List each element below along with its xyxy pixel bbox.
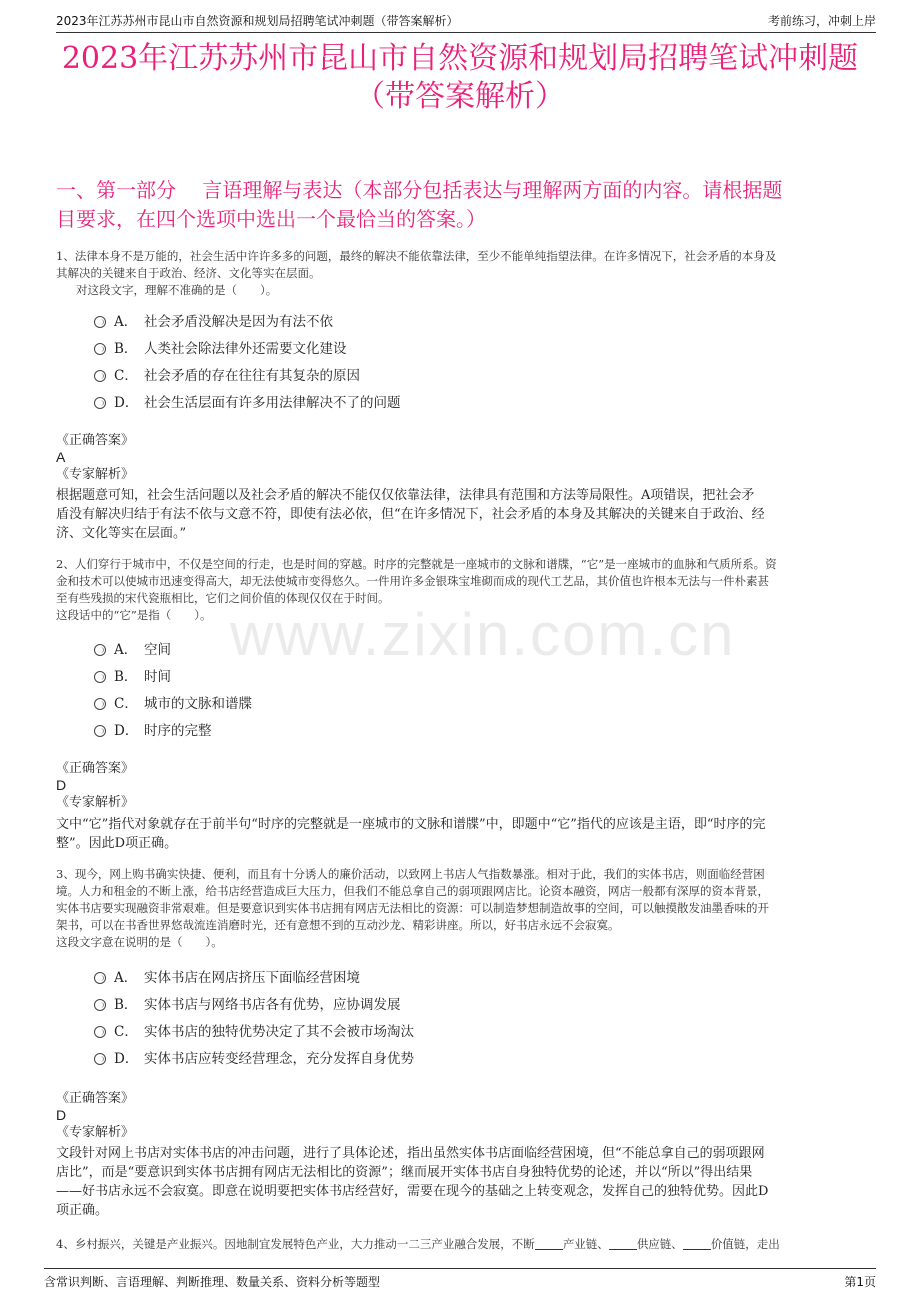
stem-line: 3、现今，网上购书确实快捷、便利，而且有十分诱人的廉价活动，以致网上书店人气指数暴涨。相对于此，我们的实体书店，则面临经营困 xyxy=(56,867,765,881)
option-letter: C． xyxy=(114,1024,138,1040)
option-text: 社会矛盾的存在往往有其复杂的原因 xyxy=(144,368,360,384)
answer-value: D xyxy=(56,1107,67,1123)
header-doc-title: 2023年江苏苏州市昆山市自然资源和规划局招聘笔试冲刺题（带答案解析） xyxy=(56,14,459,28)
page-header xyxy=(56,10,876,33)
analysis-line: 文中“它”指代对象就存在于前半句“时序的完整就是一座城市的文脉和谱牒”中，即题中“它”指代的应该是主语，即“时序的完 xyxy=(56,817,766,832)
radio-icon[interactable] xyxy=(94,671,106,683)
analysis-line: 济、文化等实在层面。” xyxy=(56,526,187,541)
q2-analysis xyxy=(56,815,864,853)
answer-label: 《正确答案》 xyxy=(56,1091,135,1106)
option-letter: C． xyxy=(114,696,138,712)
option-letter: C． xyxy=(114,368,138,384)
radio-icon[interactable] xyxy=(94,370,106,382)
question-2-stem xyxy=(56,556,864,624)
q3-option-b[interactable] xyxy=(94,993,401,1013)
fill-blank xyxy=(535,1237,563,1250)
question-prompt: 这段话中的“它”是指（ ）。 xyxy=(56,608,212,622)
option-text: 时间 xyxy=(144,669,171,685)
q2-option-b[interactable] xyxy=(94,665,171,685)
q3-analysis xyxy=(56,1144,864,1220)
page-footer xyxy=(44,1268,876,1289)
answer-value: D xyxy=(56,777,67,793)
analysis-label: 《专家解析》 xyxy=(56,795,135,810)
radio-icon[interactable] xyxy=(94,1026,106,1038)
question-1-stem xyxy=(56,248,864,299)
option-text: 社会矛盾没解决是因为有法不依 xyxy=(144,314,333,330)
option-text: 实体书店的独特优势决定了其不会被市场淘汰 xyxy=(144,1024,414,1040)
option-text: 社会生活层面有许多用法律解决不了的问题 xyxy=(144,395,401,411)
option-text: 实体书店应转变经营理念，充分发挥自身优势 xyxy=(144,1051,414,1067)
q3-option-c[interactable] xyxy=(94,1020,414,1040)
title-line-2: （带答案解析） xyxy=(355,79,565,114)
option-letter: B． xyxy=(114,669,138,685)
radio-icon[interactable] xyxy=(94,725,106,737)
stem-line: 2、人们穿行于城市中，不仅是空间的行走，也是时间的穿越。时序的完整就是一座城市的文脉和谱牒，“它”是一座城市的血脉和气质所系。资 xyxy=(56,557,777,571)
option-letter: B． xyxy=(114,997,138,1013)
stem-line: 至有些残损的宋代瓷瓶相比，它们之间价值的体现仅仅在于时间。 xyxy=(56,591,390,605)
stem-line: 境。人力和租金的不断上涨，给书店经营造成巨大压力，但我们不能总拿自己的弱项跟网店比。论资本融资，网店一般都有深厚的资本背景， xyxy=(56,884,769,898)
fill-blank xyxy=(609,1237,637,1250)
answer-label: 《正确答案》 xyxy=(56,433,135,448)
analysis-label: 《专家解析》 xyxy=(56,1125,135,1140)
question-4-stem xyxy=(56,1236,864,1253)
option-letter: D． xyxy=(114,1051,139,1067)
analysis-line: 盾没有解决归结于有法不依与文意不符，即使有法必依，但“在许多情况下，社会矛盾的本身及其解决的关键来自于政治、经 xyxy=(56,507,765,522)
stem-text: 价值链，走出 xyxy=(710,1237,780,1251)
q1-analysis xyxy=(56,486,864,543)
answer-label: 《正确答案》 xyxy=(56,761,135,776)
stem-line: 架书，可以在书香世界悠哉流连消磨时光，还有意想不到的互动沙龙、精彩讲座。所以，好书店永远不会寂寞。 xyxy=(56,918,620,932)
q3-answer-block xyxy=(56,1090,864,1141)
document-title xyxy=(0,40,920,116)
q1-option-d[interactable] xyxy=(94,391,401,411)
stem-text: 4、乡村振兴，关键是产业振兴。因地制宜发展特色产业，大力推动一二三产业融合发展，不断 xyxy=(56,1237,535,1251)
option-text: 时序的完整 xyxy=(144,723,212,739)
section-heading-line-2: 目要求，在四个选项中选出一个最恰当的答案。） xyxy=(56,207,486,231)
question-prompt: 对这段文字，理解不准确的是（ ）。 xyxy=(76,283,278,297)
radio-icon[interactable] xyxy=(94,397,106,409)
option-letter: A． xyxy=(114,642,138,658)
stem-line: 实体书店要实现融资非常艰难。但是要意识到实体书店拥有网店无法相比的资源：可以制造梦想制造故事的空间，可以触摸散发油墨香味的开 xyxy=(56,901,769,915)
analysis-label: 《专家解析》 xyxy=(56,467,135,482)
q1-option-b[interactable] xyxy=(94,337,347,357)
stem-text: 产业链、 xyxy=(562,1237,609,1251)
option-letter: B． xyxy=(114,341,138,357)
q1-answer-block xyxy=(56,432,864,483)
option-letter: A． xyxy=(114,970,138,986)
option-text: 实体书店在网店挤压下面临经营困境 xyxy=(144,970,360,986)
radio-icon[interactable] xyxy=(94,698,106,710)
q3-option-d[interactable] xyxy=(94,1047,414,1067)
header-slogan: 考前练习，冲刺上岸 xyxy=(767,14,876,28)
option-text: 空间 xyxy=(144,642,171,658)
radio-icon[interactable] xyxy=(94,343,106,355)
section-heading xyxy=(56,176,860,234)
fill-blank xyxy=(683,1237,711,1250)
option-letter: A． xyxy=(114,314,138,330)
page-number: 第1页 xyxy=(844,1275,876,1289)
option-text: 实体书店与网络书店各有优势，应协调发展 xyxy=(144,997,401,1013)
option-letter: D． xyxy=(114,395,139,411)
radio-icon[interactable] xyxy=(94,644,106,656)
option-text: 人类社会除法律外还需要文化建设 xyxy=(144,341,347,357)
title-line-1: 2023年江苏苏州市昆山市自然资源和规划局招聘笔试冲刺题 xyxy=(61,41,859,76)
section-heading-line-1: 一、第一部分 言语理解与表达（本部分包括表达与理解两方面的内容。请根据题 xyxy=(56,178,783,202)
stem-line: 金和技术可以使城市迅速变得高大，却无法使城市变得悠久。一件用许多金银珠宝堆砌而成的现代工艺品，其价值也许根本无法与一件朴素甚 xyxy=(56,574,769,588)
analysis-line: 根据题意可知，社会生活问题以及社会矛盾的解决不能仅仅依靠法律，法律具有范围和方法等局限性。A项错误，把社会矛 xyxy=(56,488,755,503)
analysis-line: 文段针对网上书店对实体书店的冲击问题，进行了具体论述，指出虽然实体书店面临经营困境，但“不能总拿自己的弱项跟网 xyxy=(56,1146,765,1161)
analysis-line: 店比”，而是“要意识到实体书店拥有网店无法相比的资源”；继而展开实体书店自身独特优势的论述，并以“所以”得出结果 xyxy=(56,1165,753,1180)
q2-option-c[interactable] xyxy=(94,692,252,712)
radio-icon[interactable] xyxy=(94,972,106,984)
radio-icon[interactable] xyxy=(94,999,106,1011)
q3-option-a[interactable] xyxy=(94,966,360,986)
option-text: 城市的文脉和谱牒 xyxy=(144,696,252,712)
q2-answer-block xyxy=(56,760,864,811)
stem-line: 其解决的关键来自于政治、经济、文化等实在层面。 xyxy=(56,266,321,280)
q2-option-d[interactable] xyxy=(94,719,212,739)
q1-option-a[interactable] xyxy=(94,310,333,330)
answer-value: A xyxy=(56,449,66,465)
q2-option-a[interactable] xyxy=(94,638,171,658)
footer-description: 含常识判断、言语理解、判断推理、数量关系、资料分析等题型 xyxy=(44,1275,381,1289)
option-letter: D． xyxy=(114,723,139,739)
question-3-stem xyxy=(56,866,864,951)
analysis-line: 整”。因此D项正确。 xyxy=(56,836,178,851)
q1-option-c[interactable] xyxy=(94,364,360,384)
stem-line: 1、法律本身不是万能的，社会生活中许许多多的问题，最终的解决不能依靠法律，至少不能单纯指望法律。在许多情况下，社会矛盾的本身及 xyxy=(56,249,777,263)
analysis-line: 项正确。 xyxy=(56,1203,109,1218)
radio-icon[interactable] xyxy=(94,316,106,328)
question-prompt: 这段文字意在说明的是（ ）。 xyxy=(56,935,223,949)
radio-icon[interactable] xyxy=(94,1053,106,1065)
analysis-line: ——好书店永远不会寂寞。即意在说明要把实体书店经营好，需要在现今的基础之上转变观念，发挥自己的独特优势。因此D xyxy=(56,1184,769,1199)
stem-text: 供应链、 xyxy=(636,1237,683,1251)
watermark: www.zixin.com.cn xyxy=(230,601,736,668)
